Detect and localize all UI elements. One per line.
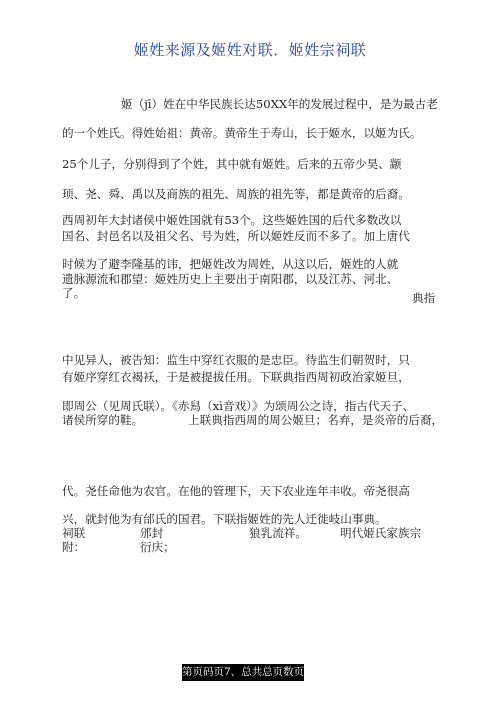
paragraph-line: 即周公（见周氏联）。《赤舄（xì音戏）》为颂周公之诗，指古代天子、 bbox=[62, 399, 415, 413]
paragraph-line: 狼乳流祥。 bbox=[249, 526, 307, 540]
page-title: 姬姓来源及姬姓对联．姬姓宗祠联 bbox=[133, 41, 367, 59]
paragraph-line: 邠封 bbox=[140, 526, 164, 540]
page-footer: 第页码页7、总共总页数页 bbox=[182, 664, 304, 681]
paragraph-line: 诸侯所穿的鞋。 bbox=[62, 413, 144, 427]
paragraph-line: 了。 bbox=[62, 286, 86, 300]
paragraph-line: 姬（jī）姓在中华民族长达50XX年的发展过程中，是为最古老 bbox=[121, 97, 438, 111]
paragraph-line: 有姬序穿红衣褐袄，于是被提拔任用。下联典指西周初政治家姬旦， bbox=[62, 370, 410, 384]
paragraph-line: 附： bbox=[62, 540, 86, 554]
paragraph-line: 祠联 bbox=[62, 526, 86, 540]
paragraph-line: 西周初年大封诸侯中姬姓国就有53个。这些姬姓国的后代多数改以 bbox=[62, 213, 402, 227]
paragraph-line: 代。尧任命他为农官。在他的管理下，天下农业连年丰收。帝尧很高 bbox=[62, 484, 410, 498]
paragraph-line: 衍庆； bbox=[140, 540, 175, 554]
paragraph-line: 时候为了避李隆基的讳，把姬姓改为周姓，从这以后，姬姓的人就 bbox=[62, 257, 399, 271]
paragraph-line: 国名、封邑名以及祖父名、号为姓，所以姬姓反而不多了。加上唐代 bbox=[62, 229, 410, 243]
paragraph-line: 明代姬氏家族宗 bbox=[340, 526, 422, 540]
paragraph-line: 典指 bbox=[412, 291, 436, 305]
paragraph-line: 遗脉源流和郡望：姬姓历史上主要出于南阳郡，以及江苏、河北、 bbox=[62, 272, 399, 286]
paragraph-line: 的一个姓氏。得姓始祖：黄帝。黄帝生于寿山，长于姬水，以姬为氏。 bbox=[62, 126, 422, 140]
paragraph-line: 25个儿子，分别得到了个姓，其中就有姬姓。后来的五帝少昊、颛 bbox=[62, 157, 402, 171]
paragraph-line: 中见异人，被告知：监生中穿红衣服的是忠臣。待监生们朝贺时，只 bbox=[62, 353, 410, 367]
paragraph-line: 顼、尧、舜、禹以及商族的祖先、周族的祖先等，都是黄帝的后裔。 bbox=[62, 187, 410, 201]
paragraph-line: 兴，就封他为有邰氏的国君。下联指姬姓的先人迁徙岐山事典。 bbox=[62, 512, 387, 526]
paragraph-line: 上联典指西周的周公姬旦；名弃，是炎帝的后裔， bbox=[188, 413, 444, 427]
